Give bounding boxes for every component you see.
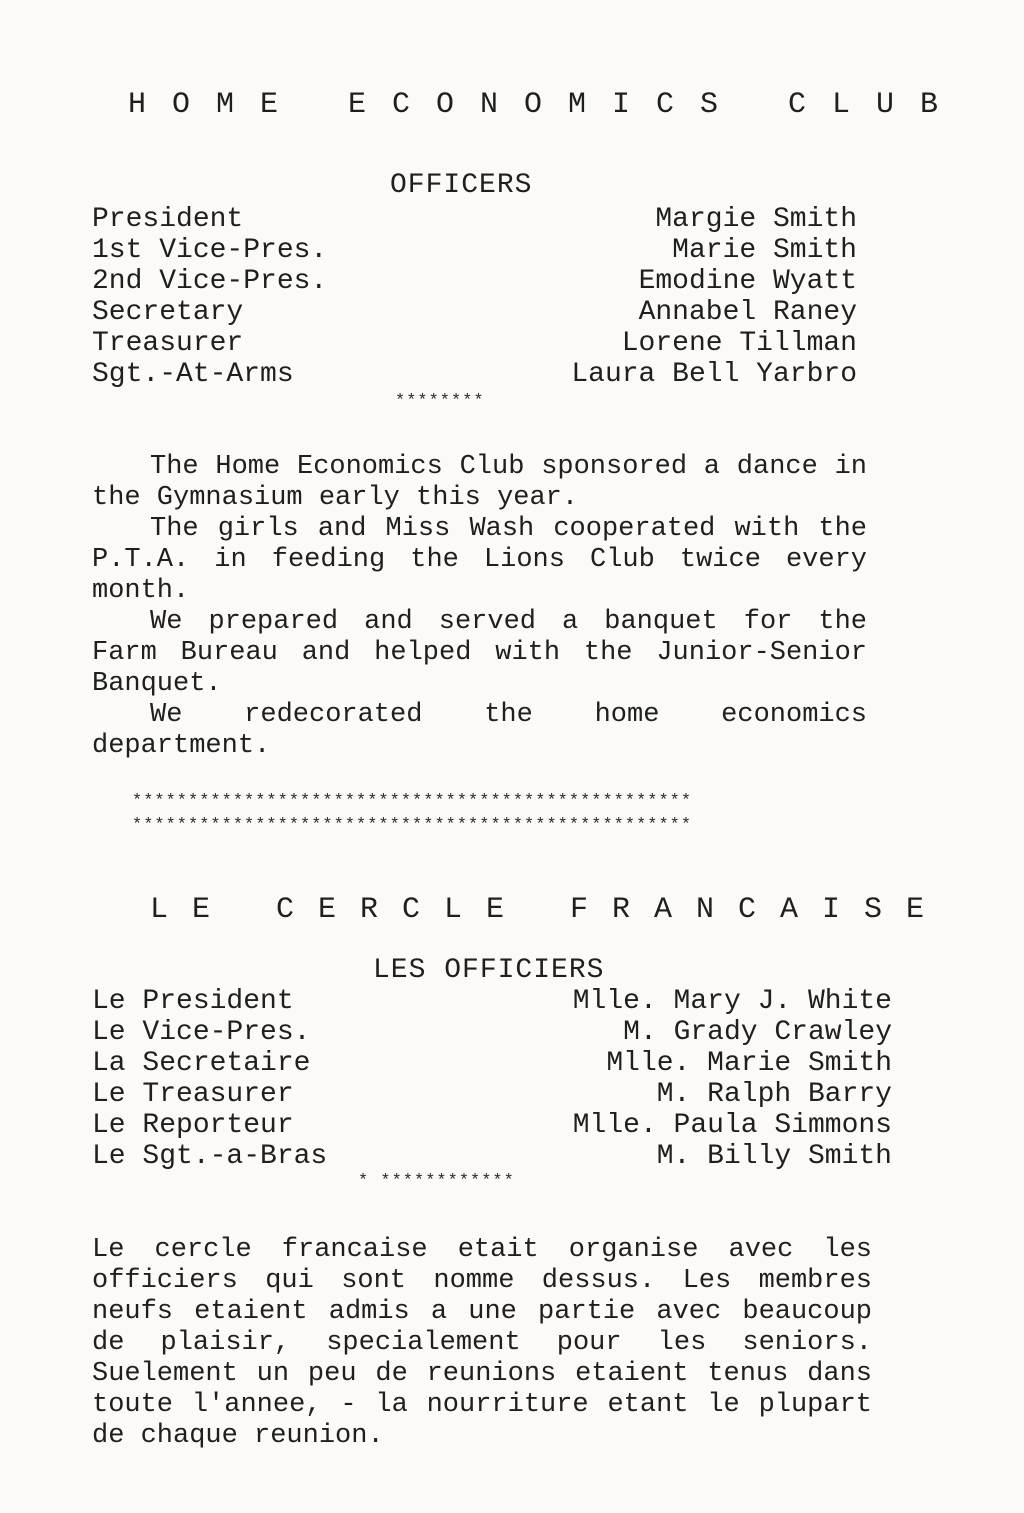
officer-row <box>92 328 857 359</box>
officer-role: Sgt.-At-Arms <box>92 359 294 390</box>
officer-name: Mlle. Paula Simmons <box>572 1110 892 1141</box>
officer-name: M. Billy Smith <box>656 1141 892 1172</box>
officer-row <box>92 1110 892 1141</box>
home-ec-title: HOME ECONOMICS CLUB <box>128 88 965 122</box>
home-ec-body <box>92 452 867 762</box>
officer-name: Annabel Raney <box>638 297 857 328</box>
cercle-title: LE CERCLE FRANCAISE <box>150 893 949 927</box>
officer-row <box>92 1079 892 1110</box>
officer-name: Laura Bell Yarbro <box>571 359 857 390</box>
officer-name: Mlle. Mary J. White <box>572 986 892 1017</box>
home-ec-officers-heading: OFFICERS <box>390 170 533 201</box>
home-ec-officers-list <box>92 204 857 390</box>
officer-row <box>92 235 857 266</box>
officer-name: Mlle. Marie Smith <box>606 1048 892 1079</box>
officer-name: Emodine Wyatt <box>638 266 857 297</box>
cercle-officers-divider: * ************ <box>358 1172 515 1191</box>
officer-role: 1st Vice-Pres. <box>92 235 328 266</box>
officer-name: Marie Smith <box>672 235 857 266</box>
body-paragraph: The Home Economics Club sponsored a dance in the Gymnasium early this year. <box>92 452 867 513</box>
officer-row <box>92 986 892 1017</box>
body-paragraph: Le cercle francaise etait organise avec les officiers qui sont nomme dessus. Les membres neufs etaient admis a une partie avec beaucoup de plaisir, specialement pour les seniors. Suelement un peu de reunions etaient tenus dans toute l'annee, - la nourriture etant le plupart de chaque reunion. <box>92 1235 872 1451</box>
section-divider-line-1: ************************************************** <box>132 792 693 811</box>
officer-role: Le Reporteur <box>92 1110 294 1141</box>
officer-role: Secretary <box>92 297 244 328</box>
officer-row <box>92 359 857 390</box>
officer-row <box>92 297 857 328</box>
officer-name: M. Ralph Barry <box>656 1079 892 1110</box>
officer-role: Le Treasurer <box>92 1079 294 1110</box>
cercle-officers-heading: LES OFFICIERS <box>373 955 605 986</box>
cercle-body <box>92 1235 872 1452</box>
officer-name: M. Grady Crawley <box>623 1017 892 1048</box>
officer-role: Le President <box>92 986 294 1017</box>
officer-role: Le Vice-Pres. <box>92 1017 311 1048</box>
officer-role: 2nd Vice-Pres. <box>92 266 328 297</box>
officers-divider: ******** <box>395 392 485 411</box>
officer-role: President <box>92 204 244 235</box>
cercle-officers-list <box>92 986 892 1172</box>
body-paragraph: The girls and Miss Wash cooperated with the P.T.A. in feeding the Lions Club twice every month. <box>92 514 867 606</box>
body-paragraph: We redecorated the home economics department. <box>92 700 867 761</box>
officer-row <box>92 1141 892 1172</box>
officer-row <box>92 1048 892 1079</box>
officer-row <box>92 204 857 235</box>
officer-role: Treasurer <box>92 328 244 359</box>
officer-name: Lorene Tillman <box>621 328 857 359</box>
officer-role: La Secretaire <box>92 1048 311 1079</box>
officer-role: Le Sgt.-a-Bras <box>92 1141 328 1172</box>
section-divider-line-2: ************************************************** <box>132 816 693 835</box>
body-paragraph: We prepared and served a banquet for the Farm Bureau and helped with the Junior-Senior Banquet. <box>92 607 867 699</box>
officer-row <box>92 266 857 297</box>
officer-row <box>92 1017 892 1048</box>
officer-name: Margie Smith <box>655 204 857 235</box>
